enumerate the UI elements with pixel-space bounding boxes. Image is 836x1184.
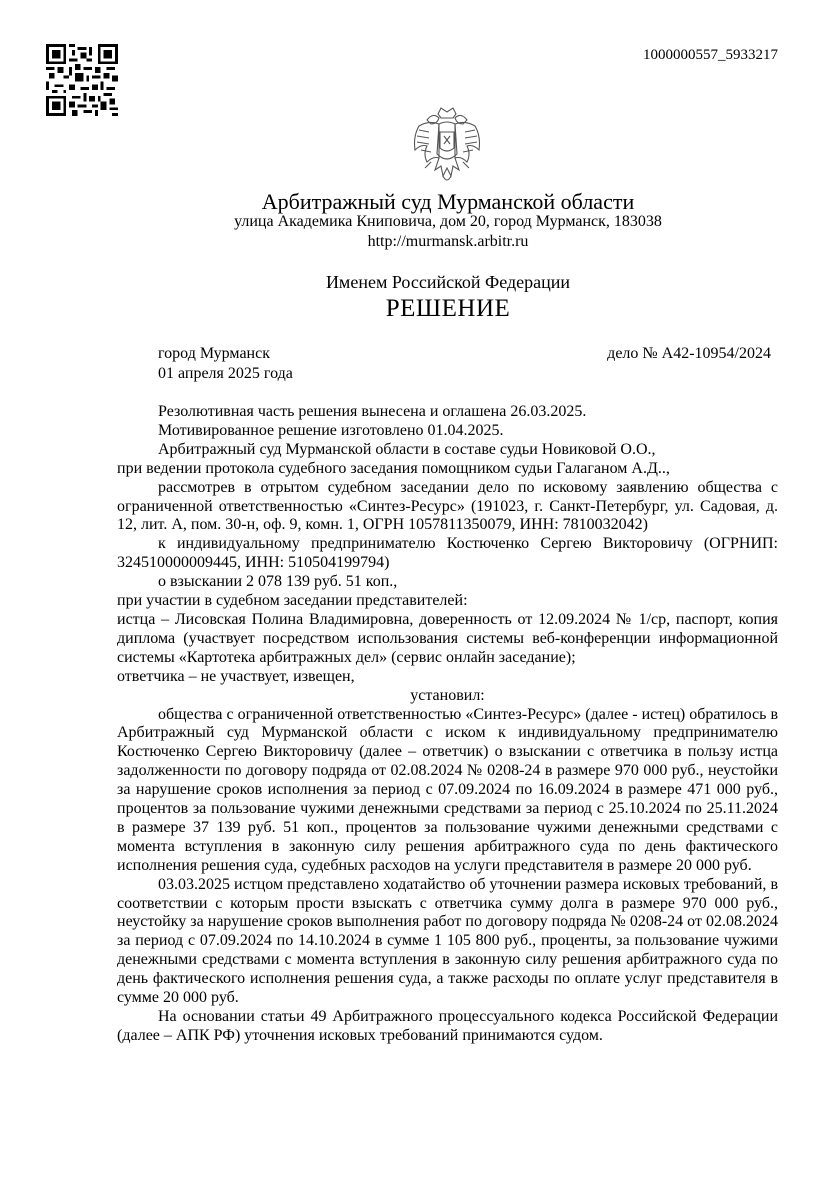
paragraph-representatives: при участии в судебном заседании представителей:	[117, 592, 468, 610]
paragraph-clarification: 03.03.2025 истцом представлено ходатайство об уточнении размера исковых требований, в соответствии с которым прости взыскать с ответчика сумму долга в размере 970 000 руб., неустойку за нарушение сроков выполнения работ по договору подряда № 0208-24 от 02.08.2024 за период с 07.09.2024 по 14.10.2024 в сумме 1 105 800 руб., проценты, за пользование чужими денежными средствами с момента вступления в законную силу решения арбитражного суда по день фактического исполнения решения суда, а также расходы по оплате услуг представителя в сумме 20 000 руб.	[117, 875, 778, 1007]
document-id: 1000000557_5933217	[643, 47, 778, 63]
paragraph-court-composition: Арбитражный суд Мурманской области в составе судьи Новиковой О.О.,	[158, 440, 656, 458]
qr-code-icon	[46, 44, 118, 116]
decision-body	[117, 403, 778, 1046]
document-type-title: РЕШЕНИЕ	[385, 295, 511, 322]
paragraph-claim-details: общества с ограниченной ответственностью «Синтез-Ресурс» (далее - истец) обратилось в Арбитражный суд Мурманской области с иском к индивидуальному предпринимателю Костюченко Сергею Викторовичу (далее – ответчик) о взыскании с ответчика в пользу истца задолженности по договору подряда от 02.08.2024 № 0208-24 в размере 970 000 руб., неустойки за нарушение сроков исполнения за период с 07.09.2024 по 16.09.2024 в размере 471 000 руб., процентов за пользование чужими денежными средствами за период с 25.10.2024 по 25.11.2024 в размере 37 139 руб. 51 коп., процентов за пользование чужими денежными средствами с момента вступления в законную силу решения арбитражного суда по день фактического исполнения решения суда, судебных расходов на услуги представителя в размере 20 000 руб.	[117, 705, 778, 874]
case-number: дело № А42-10954/2024	[607, 345, 771, 362]
paragraph-plaintiff-rep: истца – Лисовская Полина Владимировна, доверенность от 12.09.2024 № 1/ср, паспорт, копия диплома (участвует посредством использования системы веб-конференции информационной системы «Картотека арбитражных дел» (сервис онлайн заседание);	[117, 610, 778, 666]
paragraph-plaintiff: рассмотрев в отрытом судебном заседании дело по исковому заявлению общества с ограниченной ответственностью «Синтез-Ресурс» (191023, г. Санкт-Петербург, ул. Садовая, д. 12, лит. А, пом. 30-н, оф. 9, комн. 1, ОГРН 1057811350079, ИНН: 7810032042)	[117, 478, 778, 534]
paragraph-established: установил:	[410, 686, 485, 704]
paragraph-defendant: к индивидуальному предпринимателю Костюченко Сергею Викторовичу (ОГРНИП: 324510000009445, ИНН: 510504199794)	[117, 535, 778, 572]
decision-date: 01 апреля 2025 года	[158, 365, 293, 382]
paragraph-article-49: На основании статьи 49 Арбитражного процессуального кодекса Российской Федерации (далее – АПК РФ) уточнения исковых требований принимаются судом.	[117, 1008, 778, 1044]
paragraph-motivated-decision: Мотивированное решение изготовлено 01.04.2025.	[158, 421, 504, 439]
paragraph-defendant-rep: ответчика – не участвует, извещен,	[117, 667, 355, 685]
in-name-heading: Именем Российской Федерации	[325, 272, 571, 292]
court-address: улица Академика Книповича, дом 20, город Мурманск, 183038	[234, 213, 662, 230]
city: город Мурманск	[158, 345, 270, 362]
coat-of-arms-icon	[405, 106, 489, 188]
court-url: http://murmansk.arbitr.ru	[367, 233, 529, 250]
paragraph-resolution-announced: Резолютивная часть решения вынесена и оглашена 26.03.2025.	[158, 403, 587, 420]
paragraph-protocol: при ведении протокола судебного заседания помощником судьи Галаганом А.Д..,	[117, 459, 670, 477]
paragraph-claim-amount: о взыскании 2 078 139 руб. 51 коп.,	[158, 573, 398, 591]
court-name: Арбитражный суд Мурманской области	[261, 189, 635, 214]
